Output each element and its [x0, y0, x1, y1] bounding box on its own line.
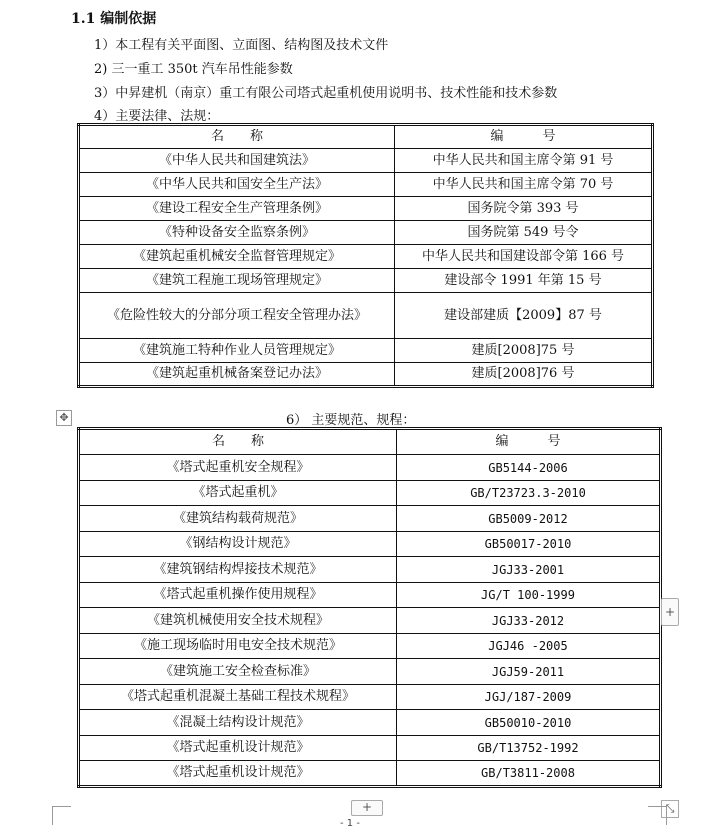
table-row: [79, 269, 653, 293]
name-cell: 《危险性较大的分部分项工程安全管理办法》: [79, 293, 395, 339]
name-cell: 《中华人民共和国建筑法》: [79, 149, 395, 173]
number-cell: JGJ/187-2009: [397, 685, 661, 710]
specs-table: [77, 427, 662, 788]
number-cell: GB/T13752-1992: [397, 736, 661, 761]
name-cell: 《特种设备安全监察条例》: [79, 221, 395, 245]
number-cell: 建设部令 1991 年第 15 号: [395, 269, 653, 293]
number-cell: 建质[2008]76 号: [395, 363, 653, 387]
section-heading: 1.1 编制依据: [71, 11, 157, 27]
name-cell: 《塔式起重机安全规程》: [79, 455, 397, 481]
column-header: 名 称: [79, 429, 397, 455]
number-cell: 建质[2008]75 号: [395, 339, 653, 363]
number-cell: 建设部建质【2009】87 号: [395, 293, 653, 339]
name-cell: 《塔式起重机设计规范》: [79, 761, 397, 787]
number-cell: GB5009-2012: [397, 506, 661, 532]
name-cell: 《建筑起重机械安全监督管理规定》: [79, 245, 395, 269]
number-cell: JG/T 100-1999: [397, 583, 661, 608]
table-row: [79, 557, 661, 583]
table-row: [79, 149, 653, 173]
table-row: [79, 363, 653, 387]
plus-icon[interactable]: +: [661, 598, 679, 626]
laws-table: [77, 123, 654, 388]
number-cell: JGJ46 -2005: [397, 634, 661, 659]
name-cell: 《塔式起重机设计规范》: [79, 736, 397, 761]
name-cell: 《塔式起重机混凝土基础工程技术规程》: [79, 685, 397, 710]
table-row: [79, 710, 661, 736]
name-cell: 《建筑结构载荷规范》: [79, 506, 397, 532]
page-corner-mark: [648, 806, 667, 825]
table-row: [79, 455, 661, 481]
table-header-row: [79, 125, 653, 149]
number-cell: GB/T23723.3-2010: [397, 481, 661, 506]
number-cell: JGJ33-2012: [397, 608, 661, 634]
number-cell: 中华人民共和国建设部令第 166 号: [395, 245, 653, 269]
number-cell: GB/T3811-2008: [397, 761, 661, 787]
table-header-row: [79, 429, 661, 455]
name-cell: 《建筑钢结构焊接技术规范》: [79, 557, 397, 583]
name-cell: 《中华人民共和国安全生产法》: [79, 173, 395, 197]
plus-icon[interactable]: +: [351, 800, 383, 816]
number-cell: JGJ59-2011: [397, 659, 661, 685]
number-cell: GB50010-2010: [397, 710, 661, 736]
name-cell: 《钢结构设计规范》: [79, 532, 397, 557]
column-header: 名 称: [79, 125, 395, 149]
column-header: 编 号: [397, 429, 661, 455]
name-cell: 《建设工程安全生产管理条例》: [79, 197, 395, 221]
number-cell: GB5144-2006: [397, 455, 661, 481]
number-cell: GB50017-2010: [397, 532, 661, 557]
table-row: [79, 685, 661, 710]
resize-icon[interactable]: ⤡: [661, 800, 679, 818]
table-row: [79, 583, 661, 608]
table-row: [79, 293, 653, 339]
table-row: [79, 339, 653, 363]
table-row: [79, 608, 661, 634]
table-row: [79, 634, 661, 659]
number-cell: 国务院第 549 号令: [395, 221, 653, 245]
move-icon[interactable]: ✥: [56, 410, 72, 426]
table-row: [79, 761, 661, 787]
table-row: [79, 736, 661, 761]
name-cell: 《混凝土结构设计规范》: [79, 710, 397, 736]
list-item: 1）本工程有关平面图、立面图、结构图及技术文件: [94, 38, 389, 53]
number-cell: 中华人民共和国主席令第 70 号: [395, 173, 653, 197]
list-item: 3）中昇建机（南京）重工有限公司塔式起重机使用说明书、技术性能和技术参数: [94, 86, 558, 101]
page-corner-mark: [52, 806, 71, 825]
number-cell: JGJ33-2001: [397, 557, 661, 583]
specs-title: 6） 主要规范、规程：: [286, 413, 416, 428]
table-row: [79, 245, 653, 269]
name-cell: 《建筑工程施工现场管理规定》: [79, 269, 395, 293]
list-item: 2) 三一重工 350t 汽车吊性能参数: [94, 62, 293, 77]
number-cell: 国务院令第 393 号: [395, 197, 653, 221]
table-row: [79, 173, 653, 197]
page-number: - 1 -: [340, 818, 360, 829]
column-header: 编 号: [395, 125, 653, 149]
table-row: [79, 481, 661, 506]
table-row: [79, 532, 661, 557]
name-cell: 《建筑施工特种作业人员管理规定》: [79, 339, 395, 363]
name-cell: 《施工现场临时用电安全技术规范》: [79, 634, 397, 659]
number-cell: 中华人民共和国主席令第 91 号: [395, 149, 653, 173]
name-cell: 《建筑机械使用安全技术规程》: [79, 608, 397, 634]
table-row: [79, 506, 661, 532]
name-cell: 《建筑起重机械备案登记办法》: [79, 363, 395, 387]
name-cell: 《塔式起重机》: [79, 481, 397, 506]
list-item: 4）主要法律、法规：: [94, 109, 220, 124]
name-cell: 《建筑施工安全检查标准》: [79, 659, 397, 685]
table-row: [79, 221, 653, 245]
name-cell: 《塔式起重机操作使用规程》: [79, 583, 397, 608]
table-row: [79, 659, 661, 685]
table-row: [79, 197, 653, 221]
